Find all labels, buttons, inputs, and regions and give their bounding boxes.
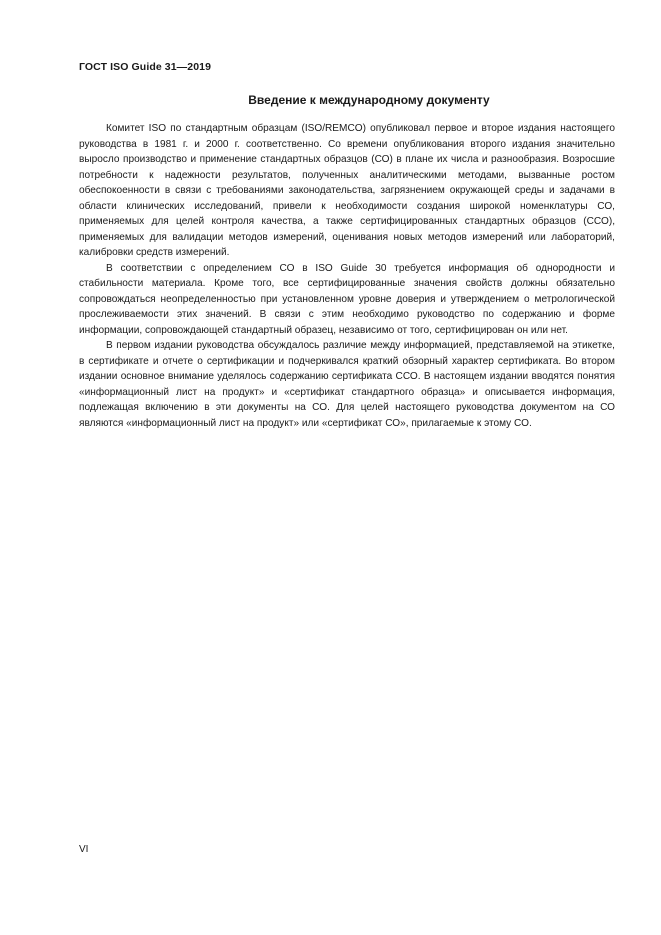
page-number: VI: [79, 844, 89, 855]
body-text: [79, 121, 615, 431]
standard-id-header: ГОСТ ISO Guide 31—2019: [79, 61, 212, 73]
paragraph-2: В соответствии с определением СО в ISO Guide 30 требуется информация об однородности и стабильности материала. Кроме того, все сертифицированные значения свойств должны обязательно сопровождаться неопределенностью при установленном уровне доверия и утверждением о метрологической прослеживаемости этих значений. В связи с этим необходимо руководство по содержанию и форме информации, сопровождающей стандартный образец, независимо от того, сертифицирован он или нет.: [79, 262, 615, 336]
paragraph-3: В первом издании руководства обсуждалось различие между информацией, представляемой на этикетке, в сертификате и отчете о сертификации и подчеркивался краткий обзорный характер сертификата. Во втором издании основное внимание уделялось содержанию сертификата ССО. В настоящем издании вводятся понятия «информационный лист на продукт» и «сертификат стандартного образца» и описывается информация, подлежащая включению в эти документы на СО. Для целей настоящего руководства документом на СО являются «информационный лист на продукт» или «сертификат СО», прилагаемые к этому СО.: [79, 340, 615, 429]
paragraph-1: Комитет ISO по стандартным образцам (ISO/REMCO) опубликовал первое и второе издания настоящего руководства в 1981 г. и 2000 г. соответственно. Со времени опубликования второго издания значительно выросло производство и применение стандартных образцов (СО) в плане их числа и разнообразия. Возросшие потребности к надежности результатов, полученных аналитическими методами, вызванные ростом обеспокоенности в связи с требованиями законодательства, загрязнением окружающей среды и задачами в области клинических исследований, привели к необходимости создания широкой номенклатуры СО, применяемых для целей контроля качества, а также сертифицированных стандартных образцов (ССО), применяемых для валидации методов измерений, оценивания новых методов измерений или лабораторий, калибровки средств измерений.: [79, 123, 615, 258]
section-title: Введение к международному документу: [248, 93, 490, 107]
